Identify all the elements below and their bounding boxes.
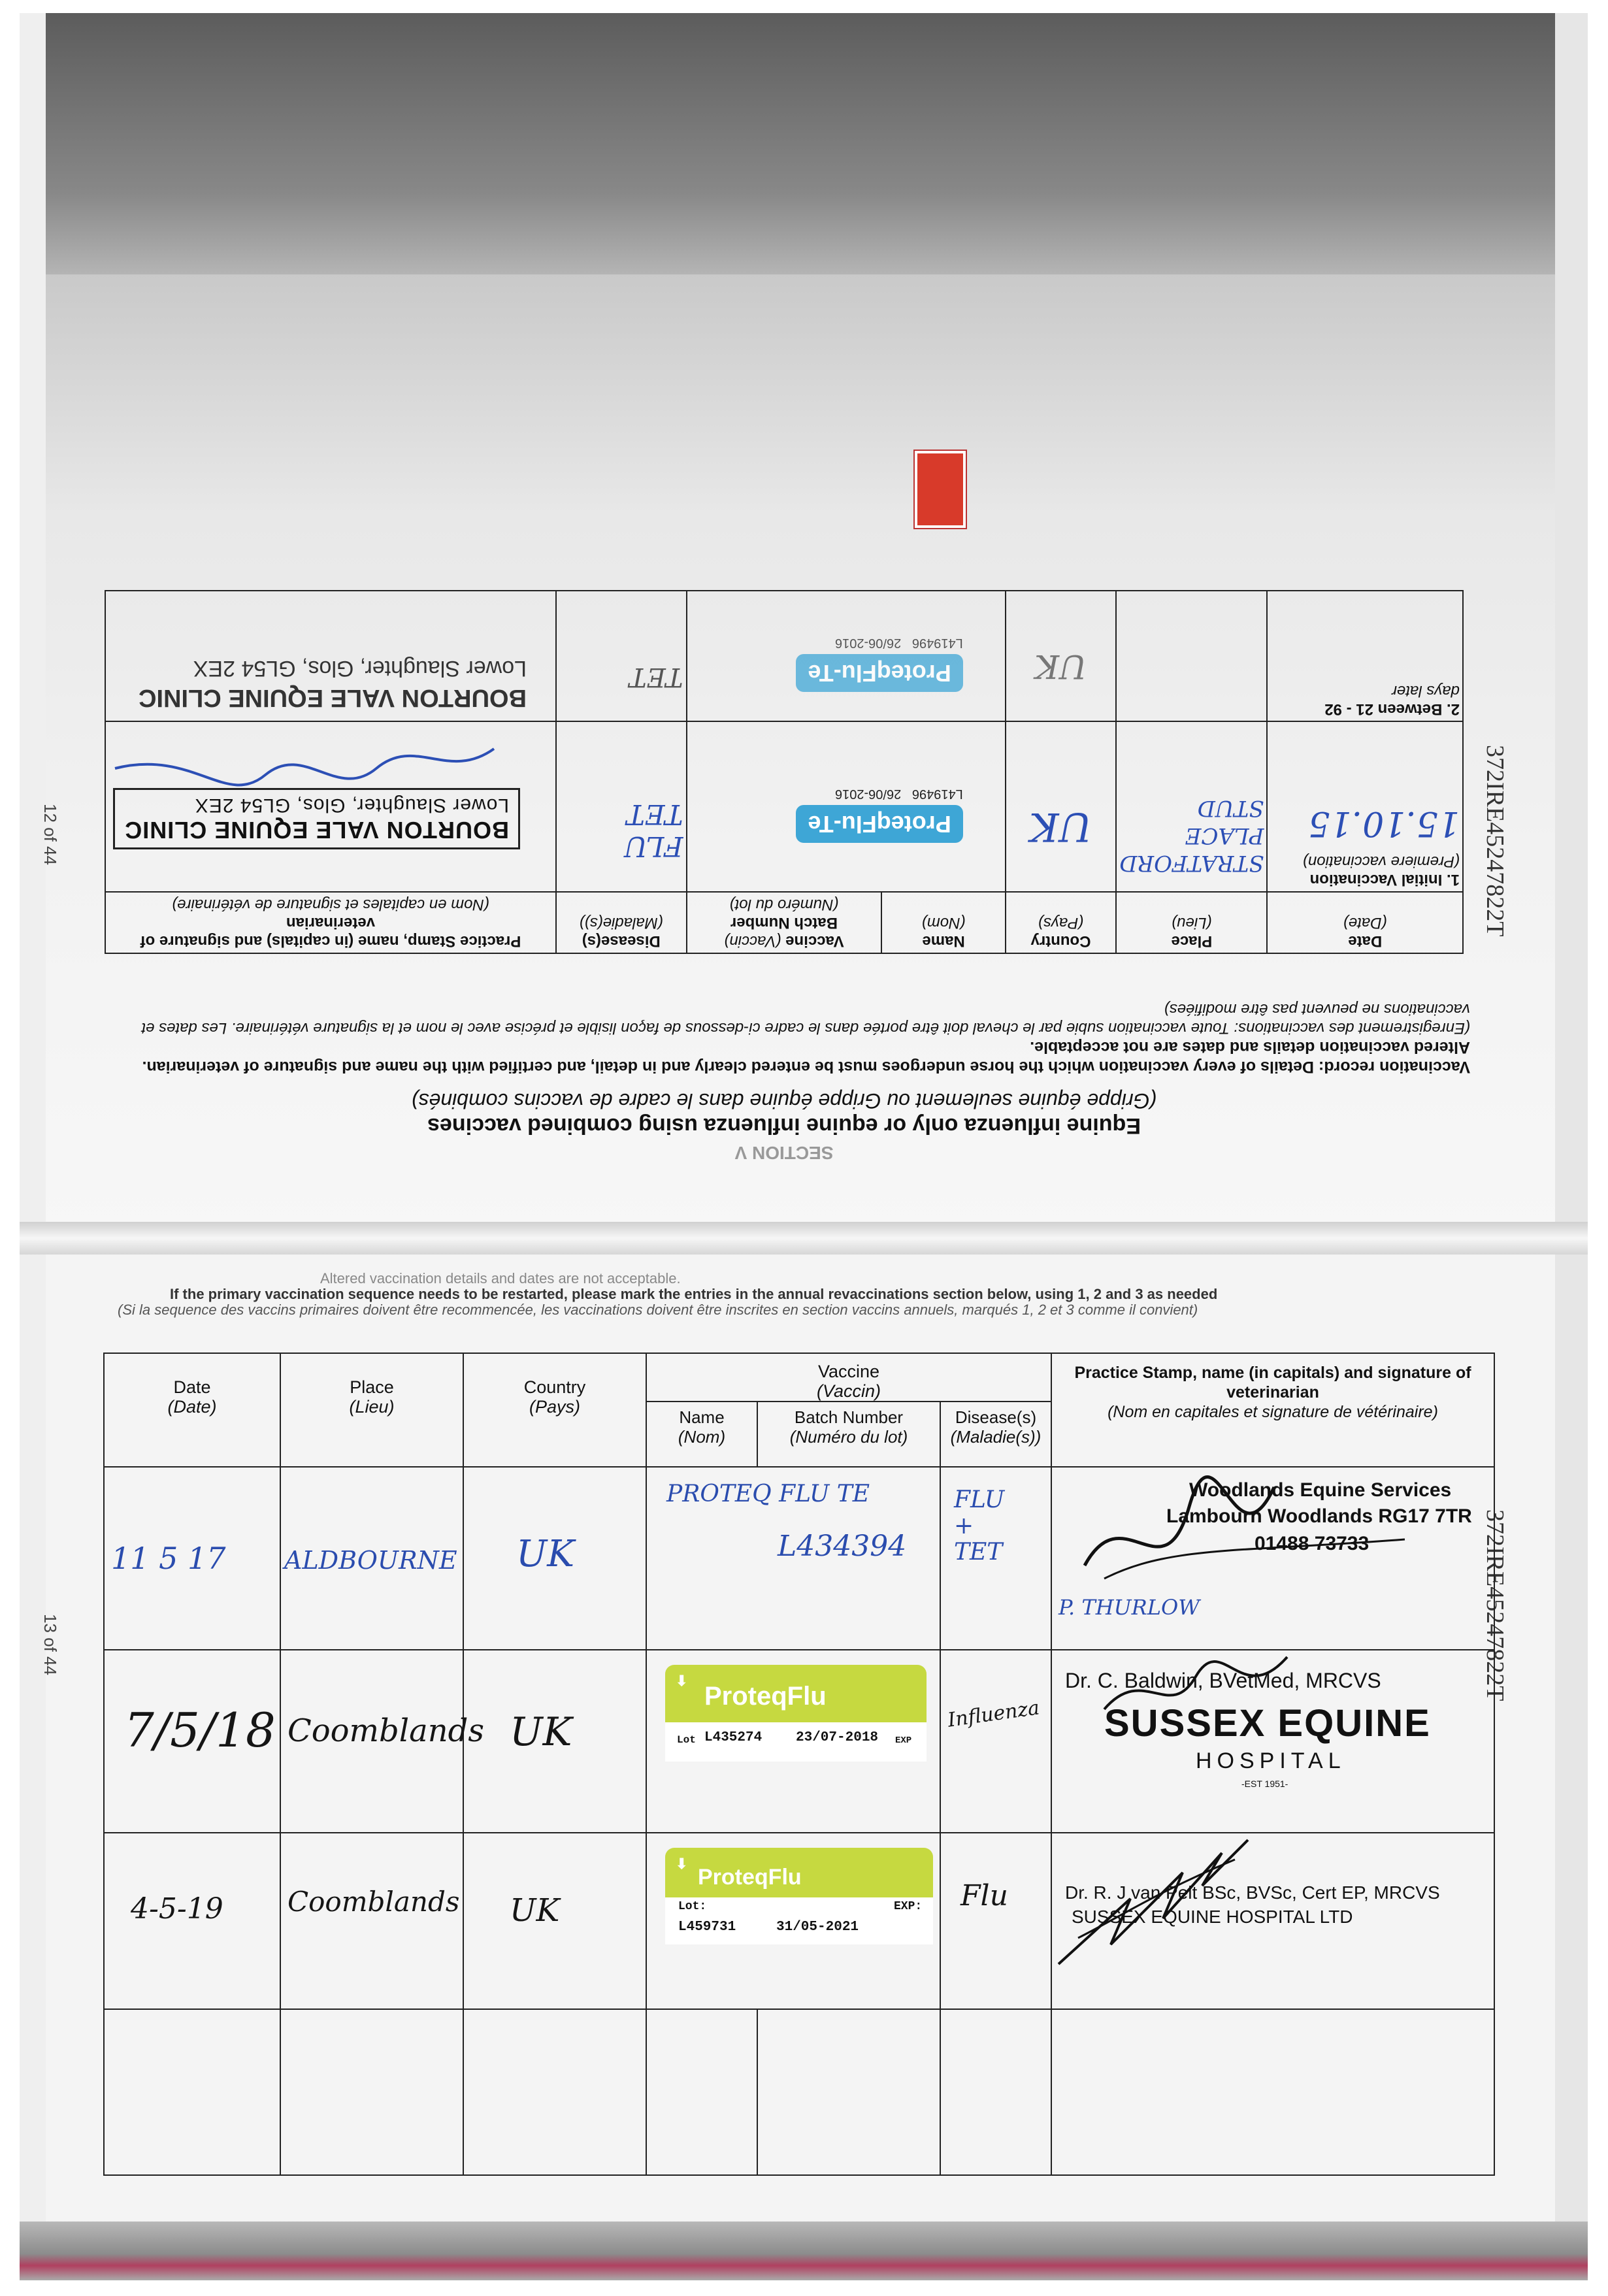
row2-country-cell xyxy=(1006,591,1116,721)
row1-disease-cell xyxy=(556,721,687,892)
row2-stamp-cell xyxy=(105,591,556,721)
row-2019-hospital: SUSSEX EQUINE HOSPITAL LTD xyxy=(1072,1907,1353,1927)
row2-country: UK xyxy=(1034,648,1087,685)
empty-stamp-cell xyxy=(1051,2009,1494,2175)
instructions-fr: (Enregistrement des vaccinations: Toute vaccination subie par le cheval doit être portée dans le cadre ci-dessous de façon lisible et précise avec le nom et la signature vétérinaire. Les dates et vaccinations ne peuvent pas être modifiées) xyxy=(141,1000,1470,1037)
row-2018-expiry: 23/07-2018 xyxy=(796,1730,879,1745)
row-2018-date: 7/5/18 xyxy=(124,1703,276,1758)
row-2017-stamp-line3: 01488 73733 xyxy=(1255,1533,1370,1554)
th-batch: Vaccine (Vaccin) Batch Number (Numéro du lot) xyxy=(687,892,882,953)
row1-clinic-stamp: BOURTON VALE EQUINE CLINIC Lower Slaughter, Glos, GL54 2EX xyxy=(113,788,520,849)
row1-date: 15.10.15 xyxy=(1308,804,1460,843)
restart-instructions: Altered vaccination details and dates are not acceptable. If the primary vaccination sequence needs to be restarted, please mark the entries in the annual revaccinations section below, using 1, 2 and 3 as needed (Si la sequence des vaccins primaires doivent être recommencée, les vaccinations doivent être inscrites en section vaccins annuels, marqués 1, 2 et 3 comme il convient) xyxy=(105,1271,1477,1318)
instructions-en: Vaccination record: Details of every vaccination which the horse undergoes must be entered clearly and in detail, and certified with the name and signature of veterinarian. Altered vaccination details and dates are not acceptable. xyxy=(142,1038,1470,1076)
th-date: Date (Date) xyxy=(1268,892,1464,953)
row-2018-place: Coomblands xyxy=(287,1713,485,1749)
row-2019-vaccine-brand: ProteqFlu xyxy=(698,1865,802,1890)
row1-date-cell: 1. Initial Vaccination (Premiere vaccination) 15.10.15 xyxy=(1268,721,1464,892)
empty-country-cell xyxy=(463,2009,646,2175)
row2-vaccine-cell xyxy=(687,591,1006,721)
row-2018-lot: L435274 xyxy=(704,1730,763,1745)
col-batch-number: Batch Number (Numéro du lot) xyxy=(757,1402,940,1467)
th-disease: Disease(s) (Maladie(s)) xyxy=(556,892,687,953)
annual-vaccination-table xyxy=(103,1353,1495,2176)
row2-expiry: 26/06-2016 xyxy=(835,636,902,650)
top-page-content xyxy=(91,327,1477,1163)
arrow-down-icon: ⬇ xyxy=(676,1856,688,1872)
row-2019-expiry: 31/05-2021 xyxy=(776,1920,859,1935)
table-row xyxy=(104,2009,1494,2175)
empty-name-cell xyxy=(646,2009,757,2175)
row-2017-disease: FLU + TET xyxy=(954,1486,1005,1566)
row-2019-vaccine-sticker: ⬇ ProteqFlu Lot: L459731 31/05-2021 EXP: xyxy=(665,1848,933,1939)
row-2018-vaccine-sticker: ⬇ ProteqFlu Lot L435274 23/07-2018 EXP xyxy=(665,1665,927,1750)
col-place: Place (Lieu) xyxy=(280,1353,463,1467)
row1-expiry: 26/06-2016 xyxy=(835,787,902,801)
table-row xyxy=(104,1833,1494,2009)
row-2017-vet-name: P. THURLOW xyxy=(1058,1595,1200,1620)
second-vaccination-row xyxy=(105,591,1463,721)
col-vaccine-name: Name (Nom) xyxy=(646,1402,757,1467)
table-row xyxy=(104,1467,1494,1650)
row-2018-vaccine-brand: ProteqFlu xyxy=(704,1682,827,1711)
row2-clinic-name: BOURTON VALE EQUINE CLINIC xyxy=(139,684,527,712)
row-2017-country: UK xyxy=(516,1533,575,1575)
scan-shadow-bottom xyxy=(20,2222,1588,2280)
row2-clinic-address: Lower Slaughter, Glos, GL54 2EX xyxy=(193,656,527,681)
row1-signature xyxy=(108,729,500,788)
table-row xyxy=(104,1650,1494,1833)
scan-edge-right xyxy=(1555,13,1588,2280)
page-number-top: 12 of 44 xyxy=(41,804,60,865)
arrow-down-icon: ⬇ xyxy=(676,1673,688,1689)
row-2017-batch: L434394 xyxy=(778,1530,907,1563)
page-number-bottom: 13 of 44 xyxy=(41,1614,60,1675)
row1-country: UK xyxy=(1029,804,1092,849)
row-2017-stamp-line2: Lambourn Woodlands RG17 7TR xyxy=(1166,1505,1472,1527)
section-heading: SECTION V xyxy=(734,1143,834,1163)
row1-country-cell xyxy=(1006,721,1116,892)
row2-date-cell: 2. Between 21 - 92 days later xyxy=(1268,591,1464,721)
row-2019-date: 4-5-19 xyxy=(131,1892,223,1926)
row-2019-country: UK xyxy=(510,1892,560,1929)
row-2018-hospital: SUSSEX EQUINE xyxy=(1104,1702,1431,1745)
row-2019-lot: L459731 xyxy=(678,1920,736,1935)
row-2018-country: UK xyxy=(510,1709,572,1755)
th-stamp: Practice Stamp, name (in capitals) and signature of veterinarian (Nom en capitales et signature de vétérinaire) xyxy=(105,892,556,953)
empty-place-cell xyxy=(280,2009,463,2175)
row-2017-place: ALDBOURNE xyxy=(284,1546,457,1575)
row1-lot: L419496 xyxy=(911,787,963,801)
row1-disease: FLU TET xyxy=(624,798,683,862)
document-id-top: 372IRE45247822T xyxy=(1481,745,1509,937)
row2-disease: TET xyxy=(629,662,683,692)
row-2019-place: Coomblands xyxy=(287,1886,460,1918)
initial-vaccination-table xyxy=(105,590,1464,954)
row2-vaccine-label: ProteqFlu-Te xyxy=(796,654,962,692)
col-date: Date (Date) xyxy=(104,1353,280,1467)
section-subtitle: (Grippe équine seulement ou Grippe équine dans le cadre de vaccins combinés) xyxy=(411,1089,1157,1113)
row2-disease-cell xyxy=(556,591,687,721)
th-name: Name (Nom) xyxy=(881,892,1005,953)
row1-place-cell xyxy=(1116,721,1267,892)
row-2017-stamp-line1: Woodlands Equine Services xyxy=(1189,1479,1452,1501)
initial-vaccination-row xyxy=(105,721,1463,892)
col-stamp: Practice Stamp, name (in capitals) and signature of veterinarian (Nom en capitales et signature de vétérinaire) xyxy=(1051,1353,1494,1467)
row-2018-disease: Influenza xyxy=(946,1696,1042,1732)
scan-edge-left xyxy=(20,13,46,2280)
empty-disease-cell xyxy=(940,2009,1051,2175)
col-country: Country (Pays) xyxy=(463,1353,646,1467)
row1-place: STRATFORD PLACE STUD xyxy=(1119,795,1264,876)
th-country: Country (Pays) xyxy=(1006,892,1116,953)
row2-lot: L419496 xyxy=(911,636,963,650)
row1-vaccine-label: ProteqFlu-Te xyxy=(796,805,962,843)
th-place: Place (Lieu) xyxy=(1116,892,1267,953)
row-2018-vet-name: Dr. C. Baldwin, BVetMed, MRCVS xyxy=(1065,1669,1381,1692)
row-2018-est: -EST 1951- xyxy=(1241,1779,1288,1789)
col-vaccine: Vaccine (Vaccin) xyxy=(646,1353,1051,1402)
row-2017-date: 11 5 17 xyxy=(111,1541,226,1576)
red-protection-badge xyxy=(915,451,966,528)
row-2017-vaccine-name: PROTEQ FLU TE xyxy=(666,1481,870,1507)
section-title: Equine influenza only or equine influenza using combined vaccines xyxy=(427,1113,1141,1138)
book-fold xyxy=(20,1222,1588,1255)
restart-line-en: If the primary vaccination sequence needs to be restarted, please mark the entries in the annual revaccinations section below, using 1, 2 and 3 as needed xyxy=(170,1286,1218,1302)
col-diseases: Disease(s) (Maladie(s)) xyxy=(940,1402,1051,1467)
empty-batch-cell xyxy=(757,2009,940,2175)
empty-date-cell xyxy=(104,2009,280,2175)
row-2019-disease: Flu xyxy=(960,1879,1008,1912)
row1-vaccine-cell xyxy=(687,721,1006,892)
row1-stamp-cell xyxy=(105,721,556,892)
row-2018-hospital-sub: HOSPITAL xyxy=(1196,1748,1346,1773)
row-2019-vet-name: Dr. R. J van Pelt BSc, BVSc, Cert EP, MRCVS xyxy=(1065,1882,1440,1903)
restart-line-fr: (Si la sequence des vaccins primaires doivent être recommencée, les vaccinations doivent être inscrites en section vaccins annuels, marqués 1, 2 et 3 comme il convient) xyxy=(118,1302,1198,1318)
document-id-bottom: 372IRE45247822T xyxy=(1481,1509,1509,1701)
